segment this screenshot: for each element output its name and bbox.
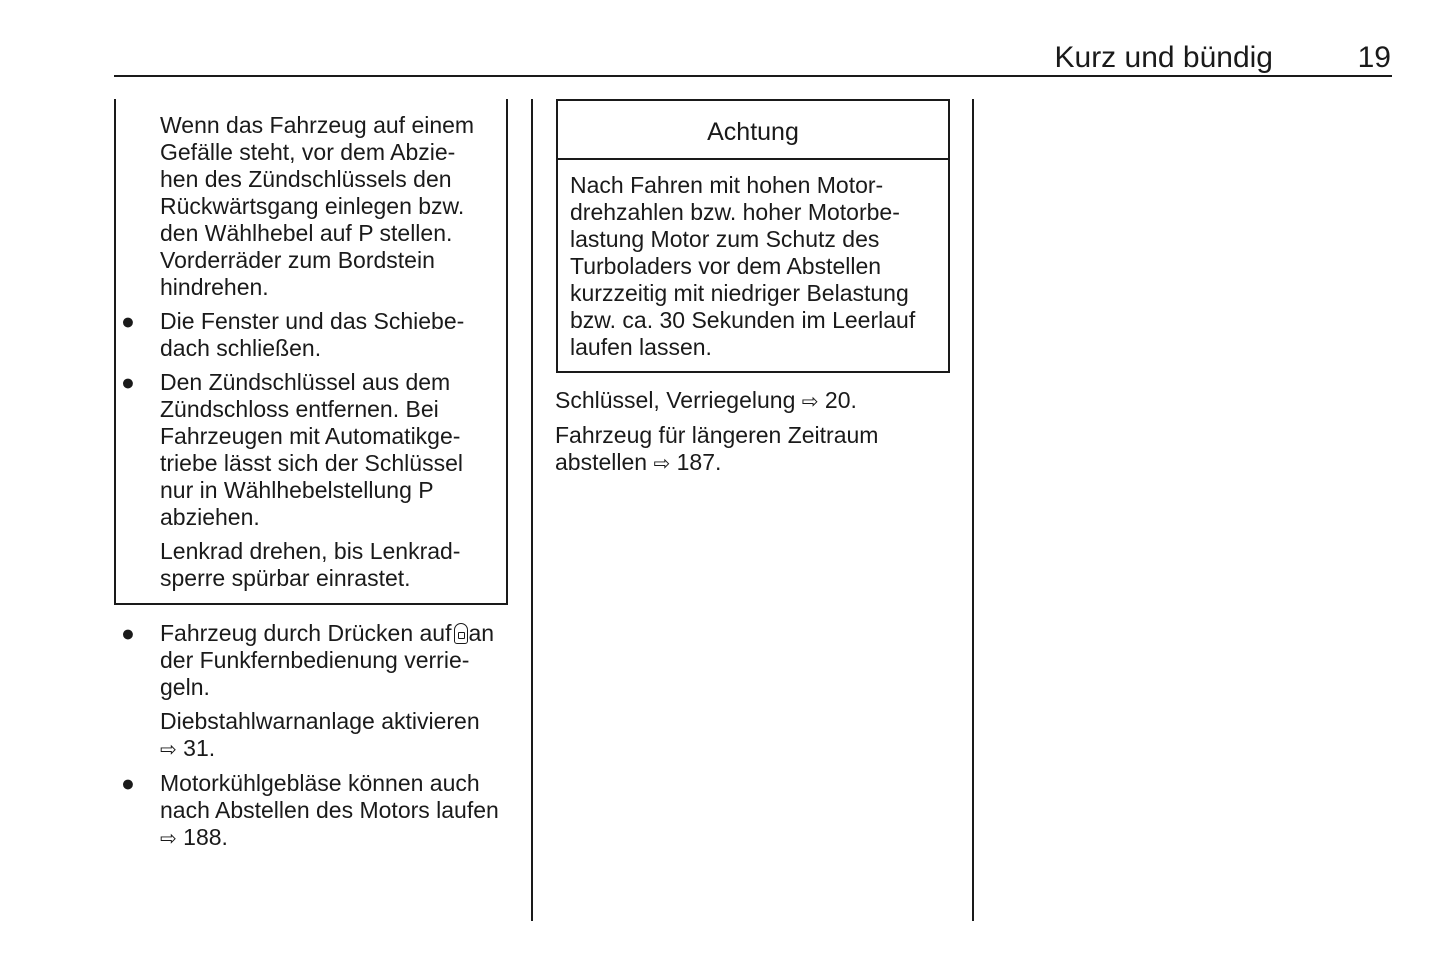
- text-line: Fahrzeugen mit Automatikge-: [160, 423, 461, 449]
- text-line: nur in Wählhebelstellung P: [160, 477, 434, 503]
- text-line: Diebstahlwarnanlage aktivieren: [160, 708, 480, 734]
- text-line: nach Abstellen des Motors laufen: [160, 797, 499, 823]
- reference-text: Schlüssel, Verriegelung: [555, 387, 796, 413]
- text-segment: Fahrzeug durch Drücken auf: [160, 620, 452, 646]
- bullet-icon: ●: [121, 620, 135, 646]
- box-steering-lock-paragraph: [160, 538, 510, 592]
- note-box-left-border: [114, 99, 116, 605]
- text-line: kurzzeitig mit niedriger Belastung: [570, 280, 909, 306]
- text-line: dach schließen.: [160, 335, 322, 361]
- text-line: drehzahlen bzw. hoher Motorbe-: [570, 199, 900, 225]
- arrow-right-icon: ⇨: [653, 453, 671, 475]
- arrow-right-icon: ⇨: [160, 828, 177, 850]
- text-line: hen des Zündschlüssels den: [160, 166, 452, 192]
- text-line: laufen lassen.: [570, 334, 712, 360]
- reference-text: abstellen: [555, 449, 648, 475]
- text-line: den Wählhebel auf P stellen.: [160, 220, 453, 246]
- text-line: Zündschloss entfernen. Bei: [160, 396, 439, 422]
- page-reference-number: 20.: [824, 387, 857, 413]
- text-line: Motorkühlgebläse können auch: [160, 770, 480, 796]
- column-separator-left: [531, 99, 533, 921]
- text-line: Lenkrad drehen, bis Lenkrad-: [160, 538, 461, 564]
- warning-body: [570, 172, 915, 361]
- header-rule: [114, 75, 1392, 77]
- text-line: hindrehen.: [160, 274, 269, 300]
- bullet-icon: ●: [121, 770, 135, 796]
- text-line: sperre spürbar einrastet.: [160, 565, 411, 591]
- text-line: Die Fenster und das Schiebe-: [160, 308, 465, 334]
- text-line: der Funkfernbedienung verrie-: [160, 647, 470, 673]
- anti-theft-paragraph: [160, 708, 510, 764]
- arrow-right-icon: ⇨: [801, 391, 819, 413]
- warning-title: Achtung: [558, 101, 948, 160]
- text-line: triebe lässt sich der Schlüssel: [160, 450, 463, 476]
- text-line: [555, 449, 878, 478]
- box-list-item-windows: [160, 308, 510, 362]
- cross-reference-key-locking[interactable]: [555, 387, 857, 416]
- box-list-item-ignition-key: [160, 369, 510, 531]
- text-segment: an: [468, 620, 495, 646]
- arrow-right-icon: ⇨: [160, 739, 177, 761]
- text-line: [160, 620, 510, 647]
- bullet-icon: ●: [121, 308, 135, 334]
- warning-box: [556, 99, 950, 373]
- bullet-icon: ●: [121, 369, 135, 395]
- list-item-lock-vehicle: [160, 620, 510, 701]
- page-reference-number: 188.: [183, 824, 228, 850]
- page-reference-number: 187.: [676, 449, 722, 475]
- text-line: Gefälle steht, vor dem Abzie-: [160, 139, 456, 165]
- note-box-bottom-border: [114, 603, 508, 605]
- text-line: Nach Fahren mit hohen Motor-: [570, 172, 884, 198]
- text-line: bzw. ca. 30 Sekunden im Leerlauf: [570, 307, 916, 333]
- text-line: Turboladers vor dem Abstellen: [570, 253, 882, 279]
- list-item-cooling-fan: [160, 770, 510, 853]
- text-line: Den Zündschlüssel aus dem: [160, 369, 451, 395]
- text-line: lastung Motor zum Schutz des: [570, 226, 880, 252]
- page-reference-number: 31.: [183, 735, 216, 761]
- page-reference-link[interactable]: [160, 824, 510, 853]
- cross-reference-long-term-parking[interactable]: [555, 422, 878, 478]
- text-line: geln.: [160, 674, 210, 700]
- text-line: abziehen.: [160, 504, 260, 530]
- text-line: Vorderräder zum Bordstein: [160, 247, 435, 273]
- lock-key-icon: [454, 623, 468, 644]
- text-line: Fahrzeug für längeren Zeitraum: [555, 422, 879, 448]
- page-header-title: Kurz und bündig: [1054, 41, 1273, 74]
- column-separator-right: [972, 99, 974, 921]
- page-reference-link[interactable]: [160, 735, 510, 764]
- text-line: Rückwärtsgang einlegen bzw.: [160, 193, 465, 219]
- text-line: Wenn das Fahrzeug auf einem: [160, 112, 475, 138]
- page-number: 19: [1357, 41, 1391, 74]
- box-intro-paragraph: [160, 112, 510, 301]
